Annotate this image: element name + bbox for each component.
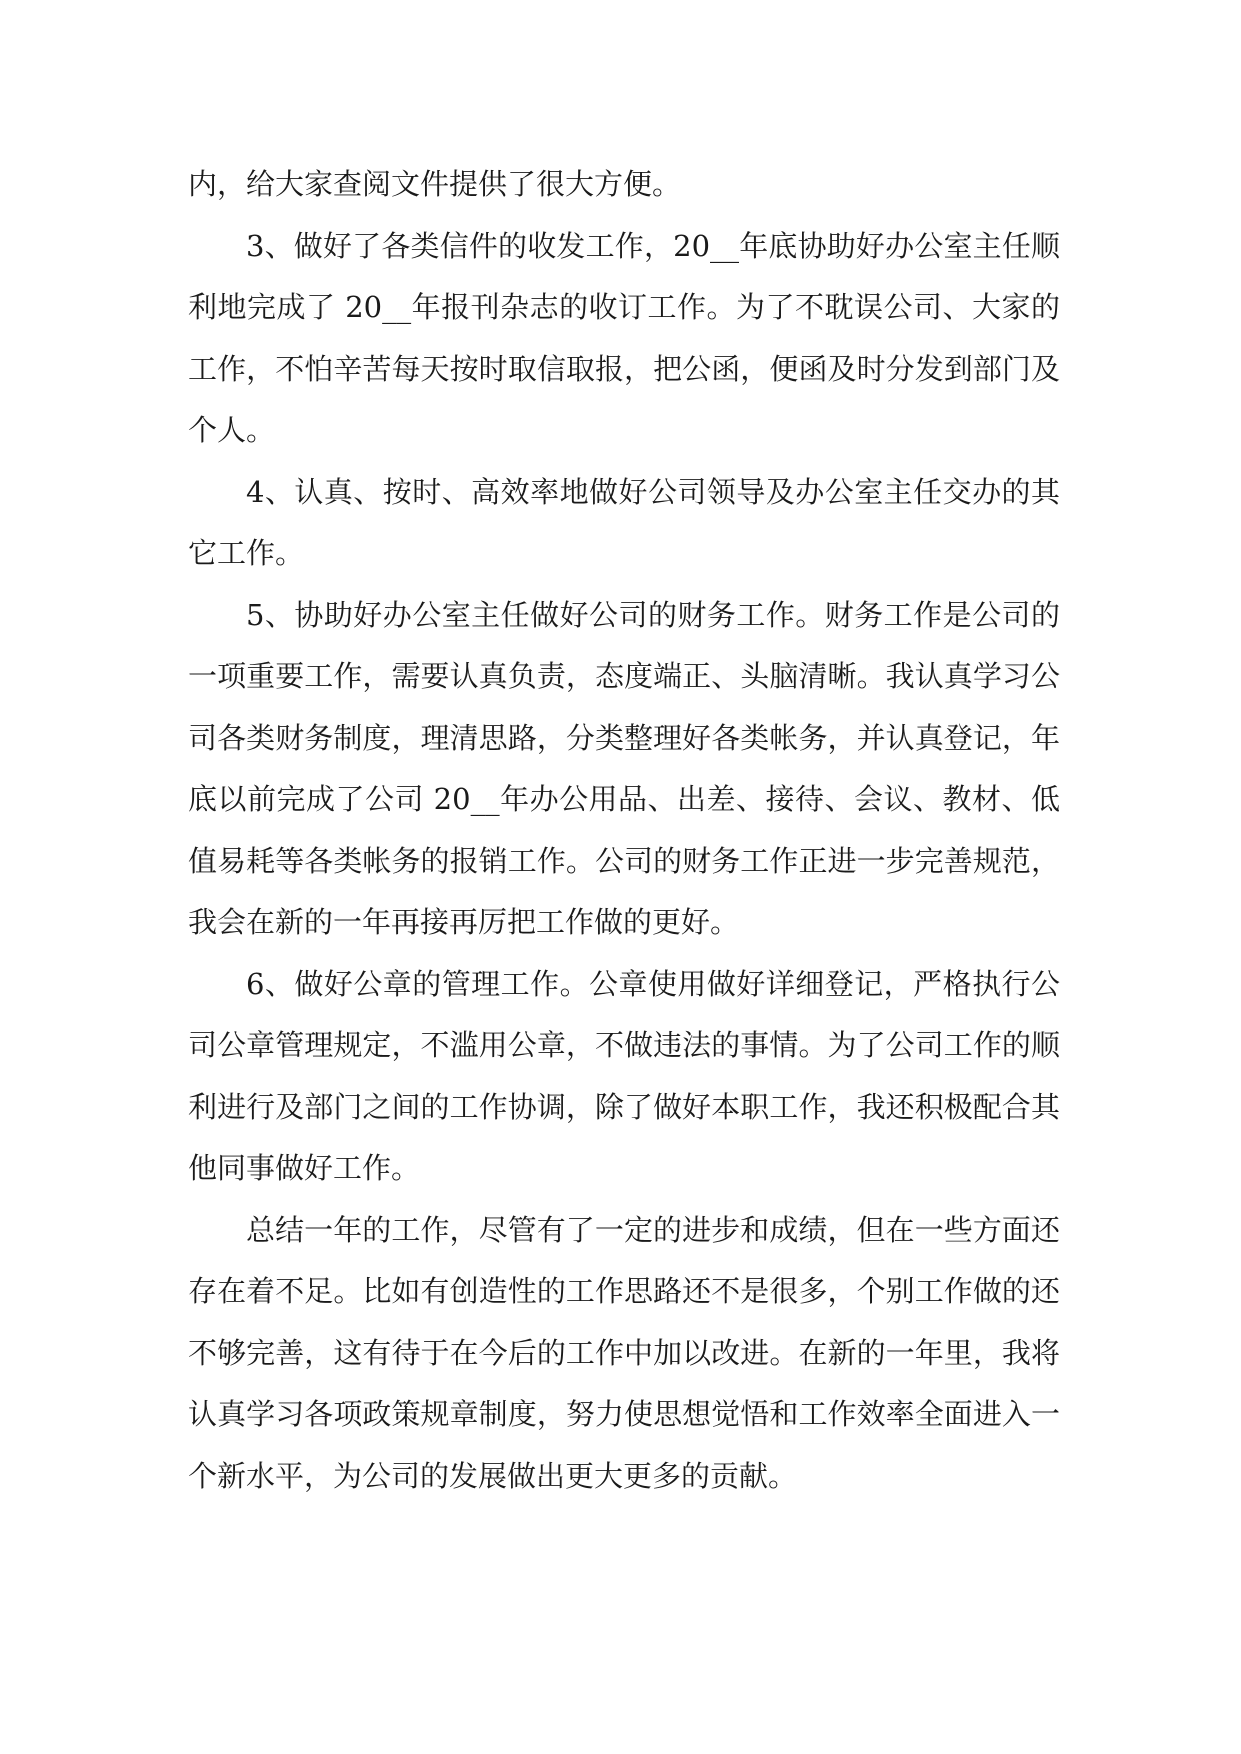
paragraph-continuation: 内，给大家查阅文件提供了很大方便。: [188, 167, 682, 201]
paragraph-item-6: 6、做好公章的管理工作。公章使用做好详细登记，严格执行公司公章管理规定，不滥用公章，不做违法的事情。为了公司工作的顺利进行及部门之间的工作协调，除了做好本职工作，我还积极配合其他同事做好工作。: [188, 966, 1060, 1185]
paragraph-item-5: 5、协助好办公室主任做好公司的财务工作。财务工作是公司的一项重要工作，需要认真负责，态度端正、头脑清晰。我认真学习公司各类财务制度，理清思路，分类整理好各类帐务，并认真登记，年底以前完成了公司 20__年办公用品、出差、接待、会议、教材、低值易耗等各类帐务的报销工作。公司的财务工作正进一步完善规范，我会在新的一年再接再厉把工作做的更好。: [188, 597, 1060, 939]
paragraph-item-3: 3、做好了各类信件的收发工作，20__年底协助好办公室主任顺利地完成了 20__年报刊杂志的收订工作。为了不耽误公司、大家的工作，不怕辛苦每天按时取信取报，把公函，便函及时分发到部门及个人。: [188, 228, 1060, 447]
paragraph-item-4: 4、认真、按时、高效率地做好公司领导及办公室主任交办的其它工作。: [188, 474, 1060, 570]
document-body: [188, 154, 1060, 1507]
paragraph-summary: 总结一年的工作，尽管有了一定的进步和成绩，但在一些方面还存在着不足。比如有创造性的工作思路还不是很多，个别工作做的还不够完善，这有待于在今后的工作中加以改进。在新的一年里，我将认真学习各项政策规章制度，努力使思想觉悟和工作效率全面进入一个新水平，为公司的发展做出更大更多的贡献。: [188, 1212, 1060, 1493]
